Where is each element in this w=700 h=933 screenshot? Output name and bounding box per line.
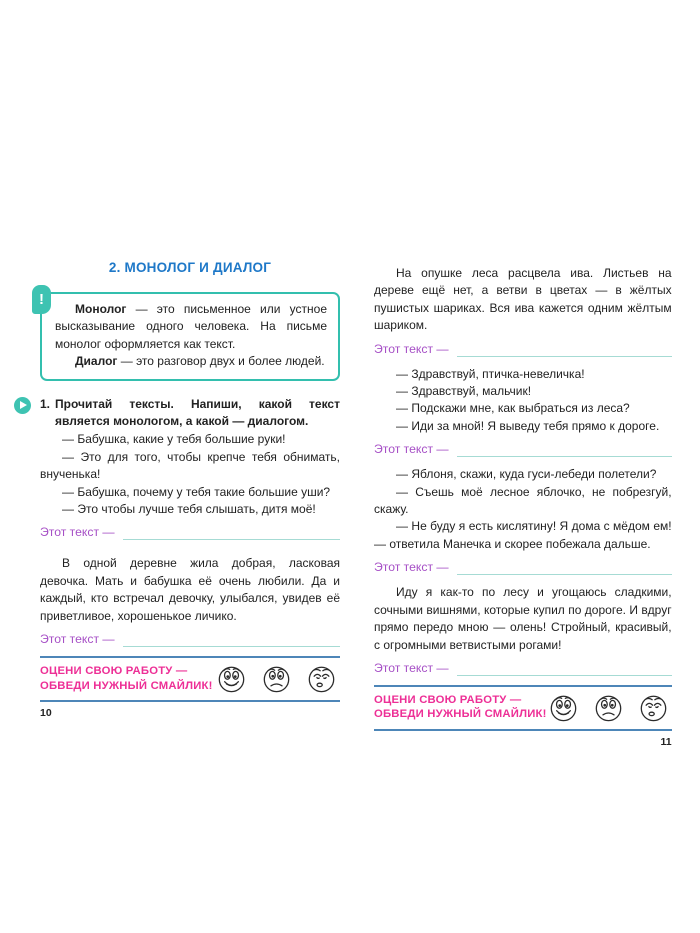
narrative-deer: Иду я как-то по лесу и угощаюсь сладкими, сочными вишнями, которые купил по дороге. И вдруг прямо передо мною — олень! Стройный, красивый, с огромными ветвистыми рогами! bbox=[374, 585, 672, 652]
answer-label: Этот текст — bbox=[374, 560, 449, 575]
smiley-upset-icon[interactable] bbox=[305, 662, 338, 695]
chapter-title: 2. МОНОЛОГ И ДИАЛОГ bbox=[108, 260, 272, 275]
answer-label: Этот текст — bbox=[374, 442, 449, 457]
answer-row bbox=[374, 342, 672, 357]
narrative-willow: На опушке леса расцвела ива. Листьев на дереве ещё нет, а ветви в цветах — в жёлтых пушистых шариках. Вся ива кажется одним жёлтым шариком. bbox=[374, 266, 672, 333]
rule-dialogue bbox=[55, 353, 327, 370]
dialogue-bird bbox=[374, 366, 672, 436]
self-assessment-band bbox=[40, 656, 340, 702]
rule-monologue bbox=[55, 301, 327, 353]
smiley-happy-icon[interactable] bbox=[215, 662, 248, 695]
definition-dialogue: — это разговор двух и более людей. bbox=[117, 354, 325, 369]
dialogue-line: — Бабушка, почему у тебя такие большие уши? bbox=[62, 484, 331, 499]
smiley-happy-icon[interactable] bbox=[547, 691, 580, 724]
answer-blank-field[interactable] bbox=[457, 442, 672, 457]
definition-monologue: — это письменное или устное высказывание одного человека. На письме монолог оформляется как текст. bbox=[55, 302, 327, 351]
answer-label: Этот текст — bbox=[374, 660, 449, 675]
answer-blank-field[interactable] bbox=[457, 661, 672, 676]
page-10 bbox=[39, 254, 340, 720]
narrative-girl: В одной деревне жила добрая, ласковая девочка. Мать и бабушка её очень любили. Да и каждый, кто встречал девочку, улыбался, увидев её приветливое, хорошенькое личико. bbox=[40, 556, 340, 623]
dialogue-line: — Подскажи мне, как выбраться из леса? bbox=[396, 401, 630, 416]
dialogue-line: — Съешь моё лесное яблочко, не побрезгуй, скажу. bbox=[374, 484, 672, 517]
answer-row bbox=[374, 661, 672, 676]
rule-info-box bbox=[40, 292, 340, 381]
answer-label: Этот текст — bbox=[40, 632, 115, 647]
dialogue-line: — Яблоня, скажи, куда гуси-лебеди полетели? bbox=[396, 467, 657, 482]
page-number: 10 bbox=[40, 707, 52, 720]
answer-blank-field[interactable] bbox=[457, 560, 672, 575]
dialogue-line: — Иди за мной! Я выведу тебя прямо к дороге. bbox=[396, 418, 660, 433]
self-assessment-text: ОЦЕНИ СВОЮ РАБОТУ — ОБВЕДИ НУЖНЫЙ СМАЙЛИК! bbox=[40, 665, 213, 692]
self-assessment-band bbox=[374, 685, 672, 731]
smiley-upset-icon[interactable] bbox=[637, 691, 670, 724]
dialogue-line: — Здравствуй, мальчик! bbox=[396, 384, 532, 399]
answer-blank-field[interactable] bbox=[457, 342, 672, 357]
page-number: 11 bbox=[660, 735, 672, 748]
answer-row bbox=[40, 525, 340, 540]
term-monologue: Монолог bbox=[75, 302, 127, 316]
answer-row bbox=[40, 632, 340, 647]
dialogue-line: — Это чтобы лучше тебя слышать, дитя моё! bbox=[62, 502, 316, 517]
page-10-footer bbox=[40, 656, 340, 719]
term-dialogue: Диалог bbox=[75, 354, 118, 369]
task-marker-icon bbox=[14, 397, 31, 414]
self-assessment-text: ОЦЕНИ СВОЮ РАБОТУ — ОБВЕДИ НУЖНЫЙ СМАЙЛИК! bbox=[374, 693, 547, 721]
smiley-sad-icon[interactable] bbox=[260, 662, 293, 695]
page-11-footer bbox=[374, 685, 672, 748]
exercise-1 bbox=[40, 396, 340, 431]
exercise-number: 1. bbox=[40, 396, 51, 411]
dialogue-grandma bbox=[40, 431, 340, 518]
smiley-row bbox=[547, 691, 672, 724]
dialogue-line: — Здравствуй, птичка-невеличка! bbox=[396, 366, 585, 381]
dialogue-line: — Это для того, чтобы крепче тебя обнимать, внученька! bbox=[40, 449, 340, 482]
answer-row bbox=[374, 560, 672, 575]
book-spread bbox=[0, 254, 700, 748]
answer-label: Этот текст — bbox=[374, 341, 449, 356]
dialogue-apple-tree bbox=[374, 466, 672, 553]
exercise-instruction: Прочитай тексты. Напиши, какой текст является монологом, а какой — диалогом. bbox=[55, 396, 340, 429]
smiley-sad-icon[interactable] bbox=[592, 691, 625, 724]
page-11 bbox=[374, 254, 672, 748]
answer-blank-field[interactable] bbox=[123, 632, 340, 647]
dialogue-line: — Бабушка, какие у тебя большие руки! bbox=[62, 432, 286, 447]
answer-row bbox=[374, 442, 672, 457]
exclamation-icon: ! bbox=[32, 285, 51, 314]
answer-blank-field[interactable] bbox=[123, 525, 340, 540]
smiley-row bbox=[215, 662, 340, 695]
answer-label: Этот текст — bbox=[40, 525, 115, 540]
dialogue-line: — Не буду я есть кислятину! Я дома с мёдом ем! — ответила Манечка и скорее побежала дальше. bbox=[374, 519, 672, 551]
